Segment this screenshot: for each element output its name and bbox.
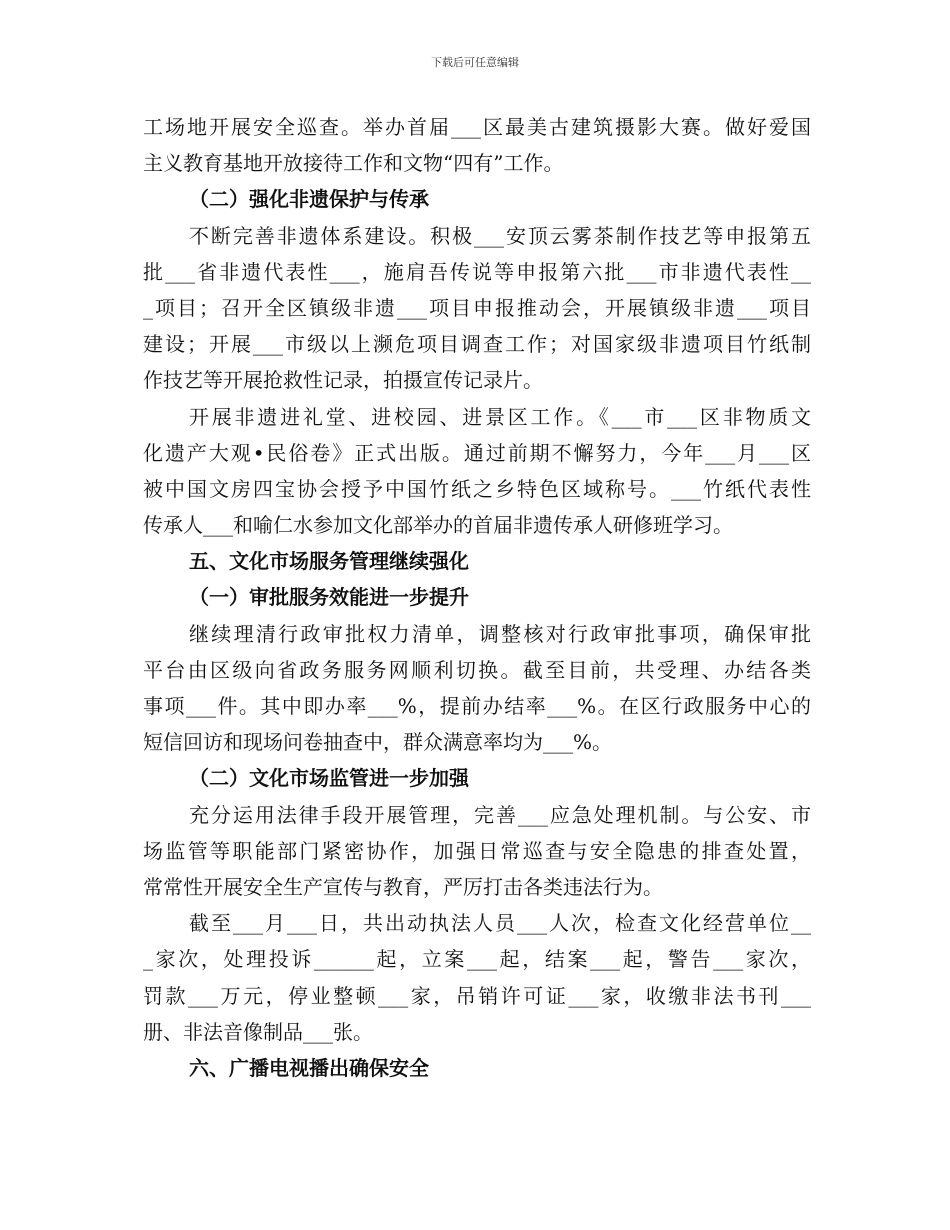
paragraph-line: 工场地开展安全巡查。举办首届___区最美古建筑摄影大赛。做好爱国 [143,115,811,139]
paragraph-line: 建设；开展___市级以上濒危项目调查工作；对国家级非遗项目竹纸制 [143,332,811,357]
paragraph-line: 被中国文房四宝协会授予中国竹纸之乡特色区域称号。___竹纸代表性 [143,476,811,501]
section-subheading: （二）文化市场监管进一步加强 [189,766,469,791]
paragraph-line: 继续理清行政审批权力清单，调整核对行政审批事项，确保审批 [189,621,811,646]
paragraph-line: 不断完善非遗体系建设。积极___安顶云雾茶制作技艺等申报第五 [189,223,811,248]
paragraph-line: 事项___件。其中即办率___%，提前办结率___%。在区行政服务中心的 [143,694,811,718]
paragraph-line: _项目；召开全区镇级非遗___项目申报推动会，开展镇级非遗___项目 [143,295,811,320]
paragraph-line: 化遗产大观•民俗卷》正式出版。通过前期不懈努力，今年___月___区 [143,440,811,465]
paragraph-line: 短信回访和现场问卷抽查中，群众满意率均为___%。 [143,730,613,755]
paragraph-line: 场监管等职能部门紧密协作，加强日常巡查与安全隐患的排查处置， [143,838,811,863]
paragraph-line: 批___省非遗代表性___，施肩吾传说等申报第六批___市非遗代表性__ [143,259,811,284]
paragraph-line: 常常性开展安全生产宣传与教育，严厉打击各类违法行为。 [143,874,663,899]
paragraph-line: _家次，处理投诉______起，立案___起，结案___起，警告___家次， [143,947,811,972]
paragraph-line: 开展非遗进礼堂、进校园、进景区工作。《___市___区非物质文 [189,404,811,429]
page-header-note: 下载后可任意编辑 [431,56,519,69]
section-heading: 五、文化市场服务管理继续强化 [189,549,469,574]
paragraph-line: 充分运用法律手段开展管理，完善___应急处理机制。与公安、市 [189,802,811,827]
paragraph-line: 主义教育基地开放接待工作和文物“四有”工作。 [143,151,564,176]
paragraph-line: 册、非法音像制品___张。 [143,1019,373,1044]
section-subheading: （一）审批服务效能进一步提升 [189,585,469,610]
paragraph-line: 平台由区级向省政务服务网顺利切换。截至目前，共受理、办结各类 [143,657,811,682]
section-heading: 六、广播电视播出确保安全 [189,1055,429,1080]
paragraph-line: 作技艺等开展抢救性记录，拍摄宣传记录片。 [143,368,543,393]
paragraph-line: 截至___月___日，共出动执法人员___人次，检查文化经营单位__ [189,911,811,936]
section-subheading: （二）强化非遗保护与传承 [189,187,429,212]
paragraph-line: 传承人___和喻仁水参加文化部举办的首届非遗传承人研修班学习。 [143,513,733,538]
paragraph-line: 罚款___万元，停业整顿___家，吊销许可证___家，收缴非法书刊___ [143,983,811,1008]
document-body [143,109,811,1086]
